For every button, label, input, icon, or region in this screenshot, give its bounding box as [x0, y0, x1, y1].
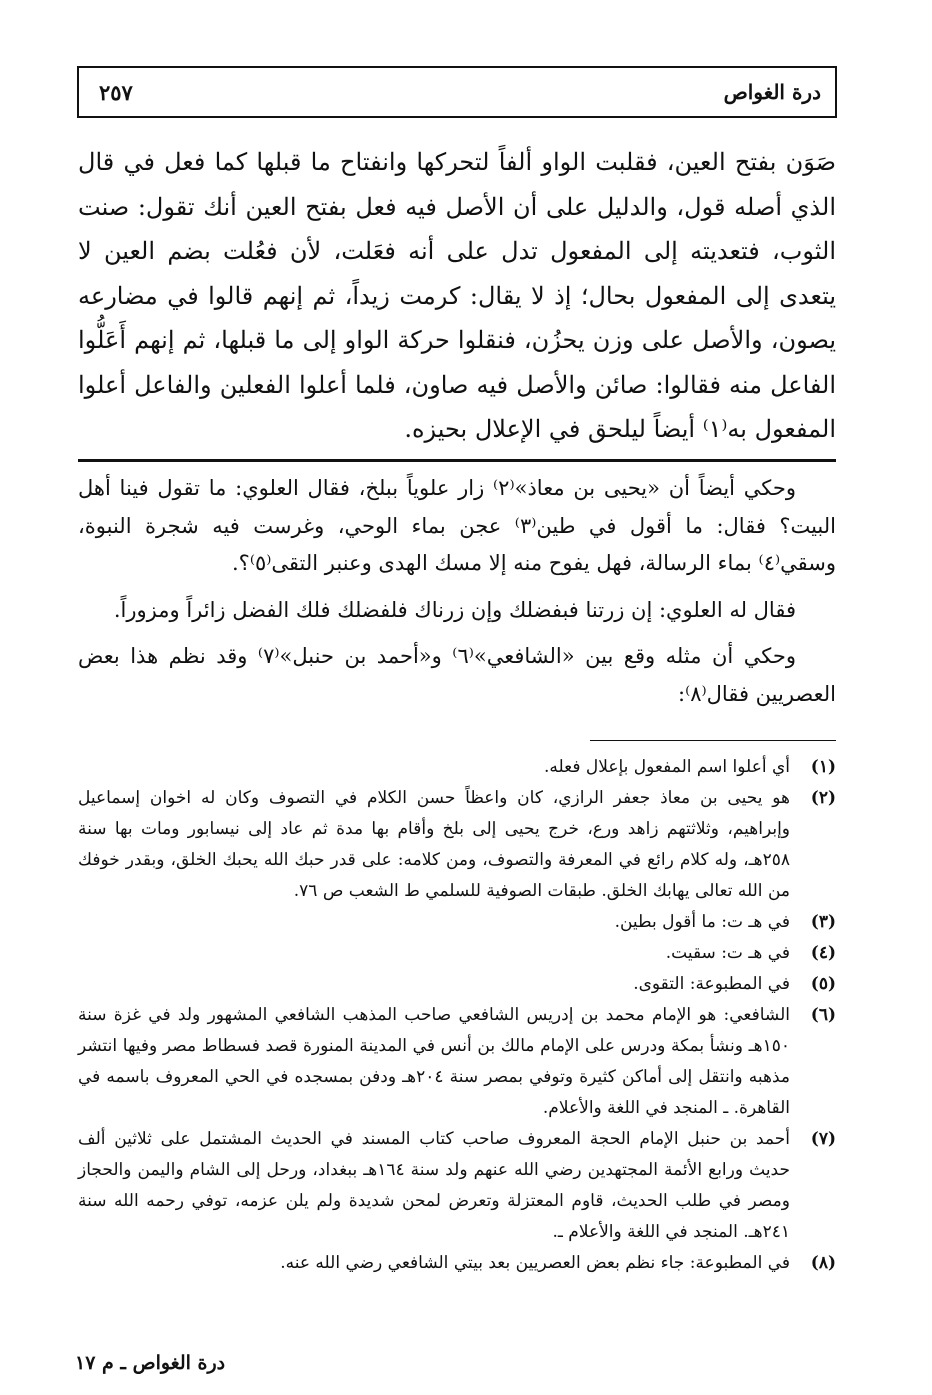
footnote-item	[78, 1248, 836, 1279]
footnote-number: (٣)	[810, 912, 836, 932]
footnote-rule	[590, 740, 836, 741]
footnote-number: (٧)	[810, 1129, 836, 1149]
footnote-text: هو يحيى بن معاذ جعفر الرازي، كان واعظاً حسن الكلام في التصوف وكان له اخوان إسماعيل وإبراهيم، وثلاثتهم زاهد ورع، خرج يحيى إلى بلخ وأقام بها مدة ثم عاد إلى نيسابور ومات بها سنة ٢٥٨هـ، وله كلام رائع في المعرفة والتصوف، ومن كلامه: على قدر حبك الله يحبك الخلق، وبقدر خوفك من الله تعالى يهابك الخلق. طبقات الصوفية للسلمي ط الشعب ص ٧٦.	[78, 788, 790, 901]
footnote-text: أحمد بن حنبل الإمام الحجة المعروف صاحب كتاب المسند في الحديث المشتمل على ثلاثين ألف حديث ورابع الأئمة المجتهدين رضي الله عنهم ولد سنة ١٦٤هـ ببغداد، ورحل إلى الشام واليمن والحجاز ومصر في طلب الحديث، قاوم المعتزلة وتعرض لمحن شديدة ولم يلن عزمه، توفي رحمه الله سنة ٢٤١هـ. المنجد في اللغة والأعلام ـ.	[78, 1129, 790, 1242]
signature-mark: درة الغواص ـ م ١٧	[75, 1352, 226, 1374]
main-paragraph: صَوَن بفتح العين، فقلبت الواو ألفاً لتحركها وانفتاح ما قبلها كما فعل في قال الذي أصله قول، والدليل على أن الأصل فيه فعل بفتح العين أنك تقول: صنت الثوب، فتعديته إلى المفعول تدل على أنه فعَلت، لأن فعُلت بضم العين لا يتعدى إلى المفعول بحال؛ إذ لا يقال: كرمت زيداً، ثم إنهم قالوا في مضارعه يصون، والأصل على وزن يحزُن، فنقلوا حركة الواو إلى ما قبلها، ثم إنهم أَعَلُّوا الفاعل منه فقالوا: صائن والأصل فيه صاون، فلما أعلوا الفعلين والفاعل أعلوا المفعول به⁽١⁾ أيضاً ليلحق في الإعلال بحيزه.	[78, 148, 837, 443]
footnote-number: (٢)	[810, 788, 836, 808]
footnote-text: أي أعلوا اسم المفعول بإعلال فعله.	[543, 757, 790, 777]
footnote-item	[78, 907, 836, 938]
footnote-text: الشافعي: هو الإمام محمد بن إدريس الشافعي صاحب المذهب الشافعي المشهور ولد في غزة سنة ١٥٠هـ ونشأ بمكة ودرس على الإمام مالك بن أنس في المدينة المنورة قصد فسطاط مصر وفيها انتشر مذهبه وانتقل إلى أماكن كثيرة وتوفي بمصر سنة ٢٠٤هـ ودفن بمسجده في الحي المعروف باسمه في القاهرة. ـ المنجد في اللغة والأعلام.	[78, 1005, 790, 1118]
footnote-item	[78, 938, 836, 969]
footnote-text: في المطبوعة: التقوى.	[633, 974, 790, 994]
footnote-text: في المطبوعة: جاء نظم بعض العصريين بعد بيتي الشافعي رضي الله عنه.	[280, 1253, 790, 1273]
footnote-item	[78, 1124, 836, 1248]
footnote-item	[78, 783, 836, 907]
footnote-number: (٨)	[810, 1253, 836, 1273]
anecdote-section	[78, 470, 836, 713]
section-divider	[78, 459, 836, 462]
footnote-text: في هـ ت: ما أقول بطين.	[614, 912, 790, 932]
anecdote-paragraph-2: فقال له العلوي: إن زرتنا فبفضلك وإن زرناك فلفضلك فلك الفضل زائراً ومزوراً.	[113, 597, 796, 622]
footnote-number: (٥)	[810, 974, 836, 994]
footnote-item	[78, 969, 836, 1000]
footnote-item	[78, 752, 836, 783]
footnote-text: في هـ ت: سقيت.	[665, 943, 790, 963]
anecdote-paragraph-3: وحكي أن مثله وقع بين «الشافعي»⁽٦⁾ و«أحمد بن حنبل»⁽٧⁾ وقد نظم هذا بعض العصريين فقال⁽٨⁾:	[78, 644, 836, 706]
main-text	[78, 140, 836, 452]
running-title: درة الغواص	[723, 80, 821, 104]
page-header	[77, 66, 837, 118]
footnote-item	[78, 1000, 836, 1124]
footnotes-list	[78, 752, 836, 1279]
page-number: ٢٥٧	[99, 80, 133, 105]
footnote-number: (٤)	[810, 943, 836, 963]
footnote-number: (٦)	[810, 1005, 836, 1025]
anecdote-paragraph-1: وحكي أيضاً أن «يحيى بن معاذ»⁽٢⁾ زار علوياً ببلخ، فقال العلوي: ما تقول فينا أهل البيت؟ فقال: ما أقول في طين⁽٣⁾ عجن بماء الوحي، وغرست فيه شجرة النبوة، وسقي⁽٤⁾ بماء الرسالة، فهل يفوح منه إلا مسك الهدى وعنبر التقى⁽٥⁾؟.	[78, 476, 836, 575]
footnote-number: (١)	[810, 757, 836, 777]
